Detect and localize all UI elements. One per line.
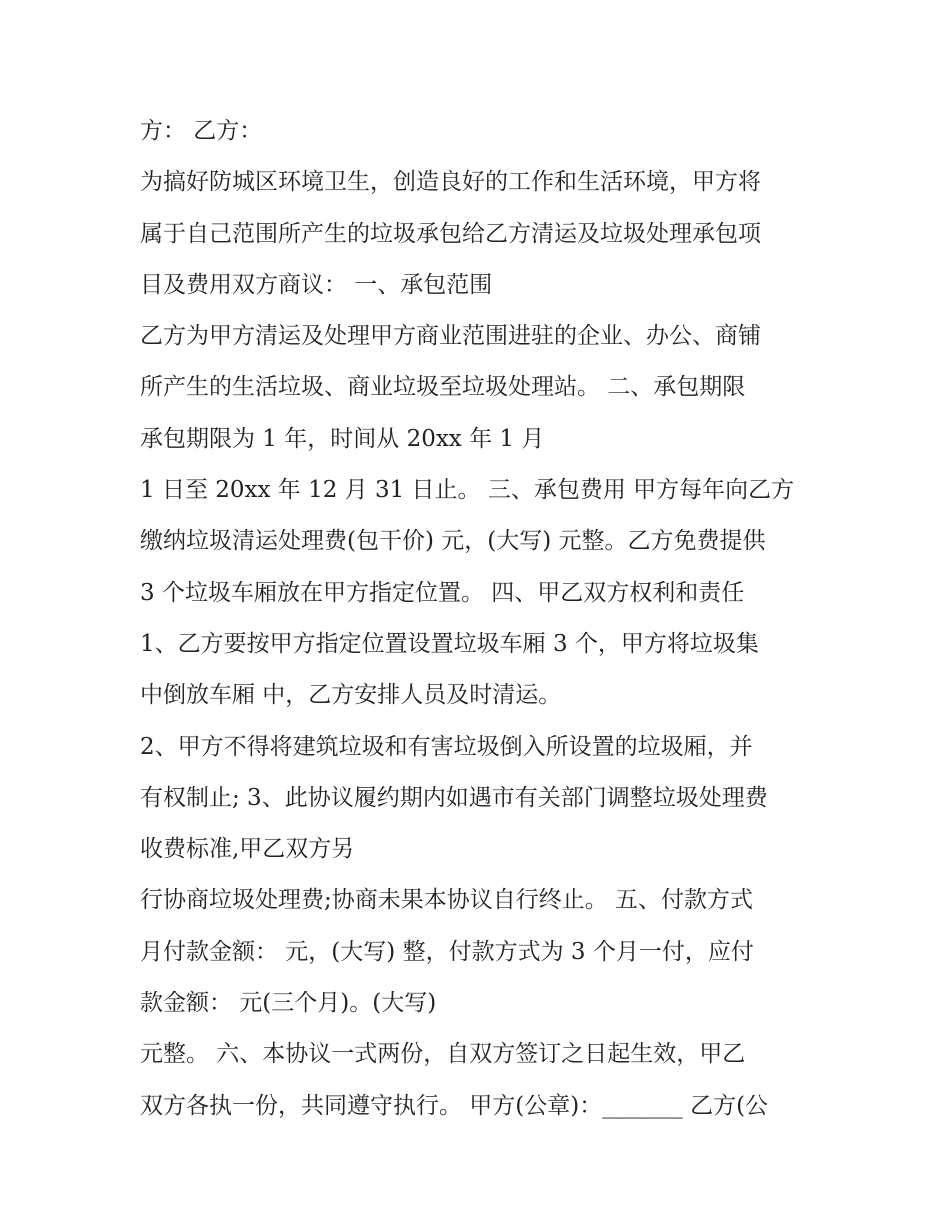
text-line: 乙方为甲方清运及处理甲方商业范围进驻的企业、办公、商铺 (140, 323, 761, 350)
text-line: 缴纳垃圾清运处理费(包干价) 元，(大写) 元整。乙方免费提供 (140, 528, 766, 555)
text-line: 目及费用双方商议： 一、承包范围 (140, 271, 493, 298)
text-line: 1 日至 20xx 年 12 月 31 日止。 三、承包费用 甲方每年向乙方 (140, 477, 795, 504)
text-line: 有权制止; 3、此协议履约期内如遇市有关部门调整垃圾处理费 (140, 784, 768, 811)
text-line: 所产生的生活垃圾、商业垃圾至垃圾处理站。 二、承包期限 (140, 374, 746, 401)
text-line: 3 个垃圾车厢放在甲方指定位置。 四、甲乙双方权利和责任 (140, 579, 745, 606)
text-line: 2、甲方不得将建筑垃圾和有害垃圾倒入所设置的垃圾厢，并 (140, 733, 753, 760)
text-line: 方： 乙方： (140, 118, 263, 144)
text-line: 款金额： 元(三个月)。(大写) (140, 990, 437, 1017)
text-line: 收费标准,甲乙双方另 (140, 836, 355, 863)
text-line: 元整。 六、本协议一式两份，自双方签订之日起生效，甲乙 (140, 1041, 746, 1068)
text-line: 为搞好防城区环境卫生，创造良好的工作和生活环境，甲方将 (140, 169, 761, 196)
text-line: 属于自己范围所产生的垃圾承包给乙方清运及垃圾处理承包项 (140, 220, 761, 247)
contract-body (140, 109, 830, 1135)
text-line: 双方各执一份，共同遵守执行。 甲方(公章)：_______ 乙方(公 (140, 1092, 769, 1119)
text-line: 承包期限为 1 年，时间从 20xx 年 1 月 (140, 425, 545, 452)
text-line: 中倒放车厢 中，乙方安排人员及时清运。 (140, 682, 562, 709)
text-line: 行协商垃圾处理费;协商未果本协议自行终止。 五、付款方式 (140, 887, 754, 914)
text-line: 月付款金额： 元，(大写) 整，付款方式为 3 个月一付，应付 (140, 938, 754, 965)
text-line: 1、乙方要按甲方指定位置设置垃圾车厢 3 个，甲方将垃圾集 (140, 630, 759, 657)
